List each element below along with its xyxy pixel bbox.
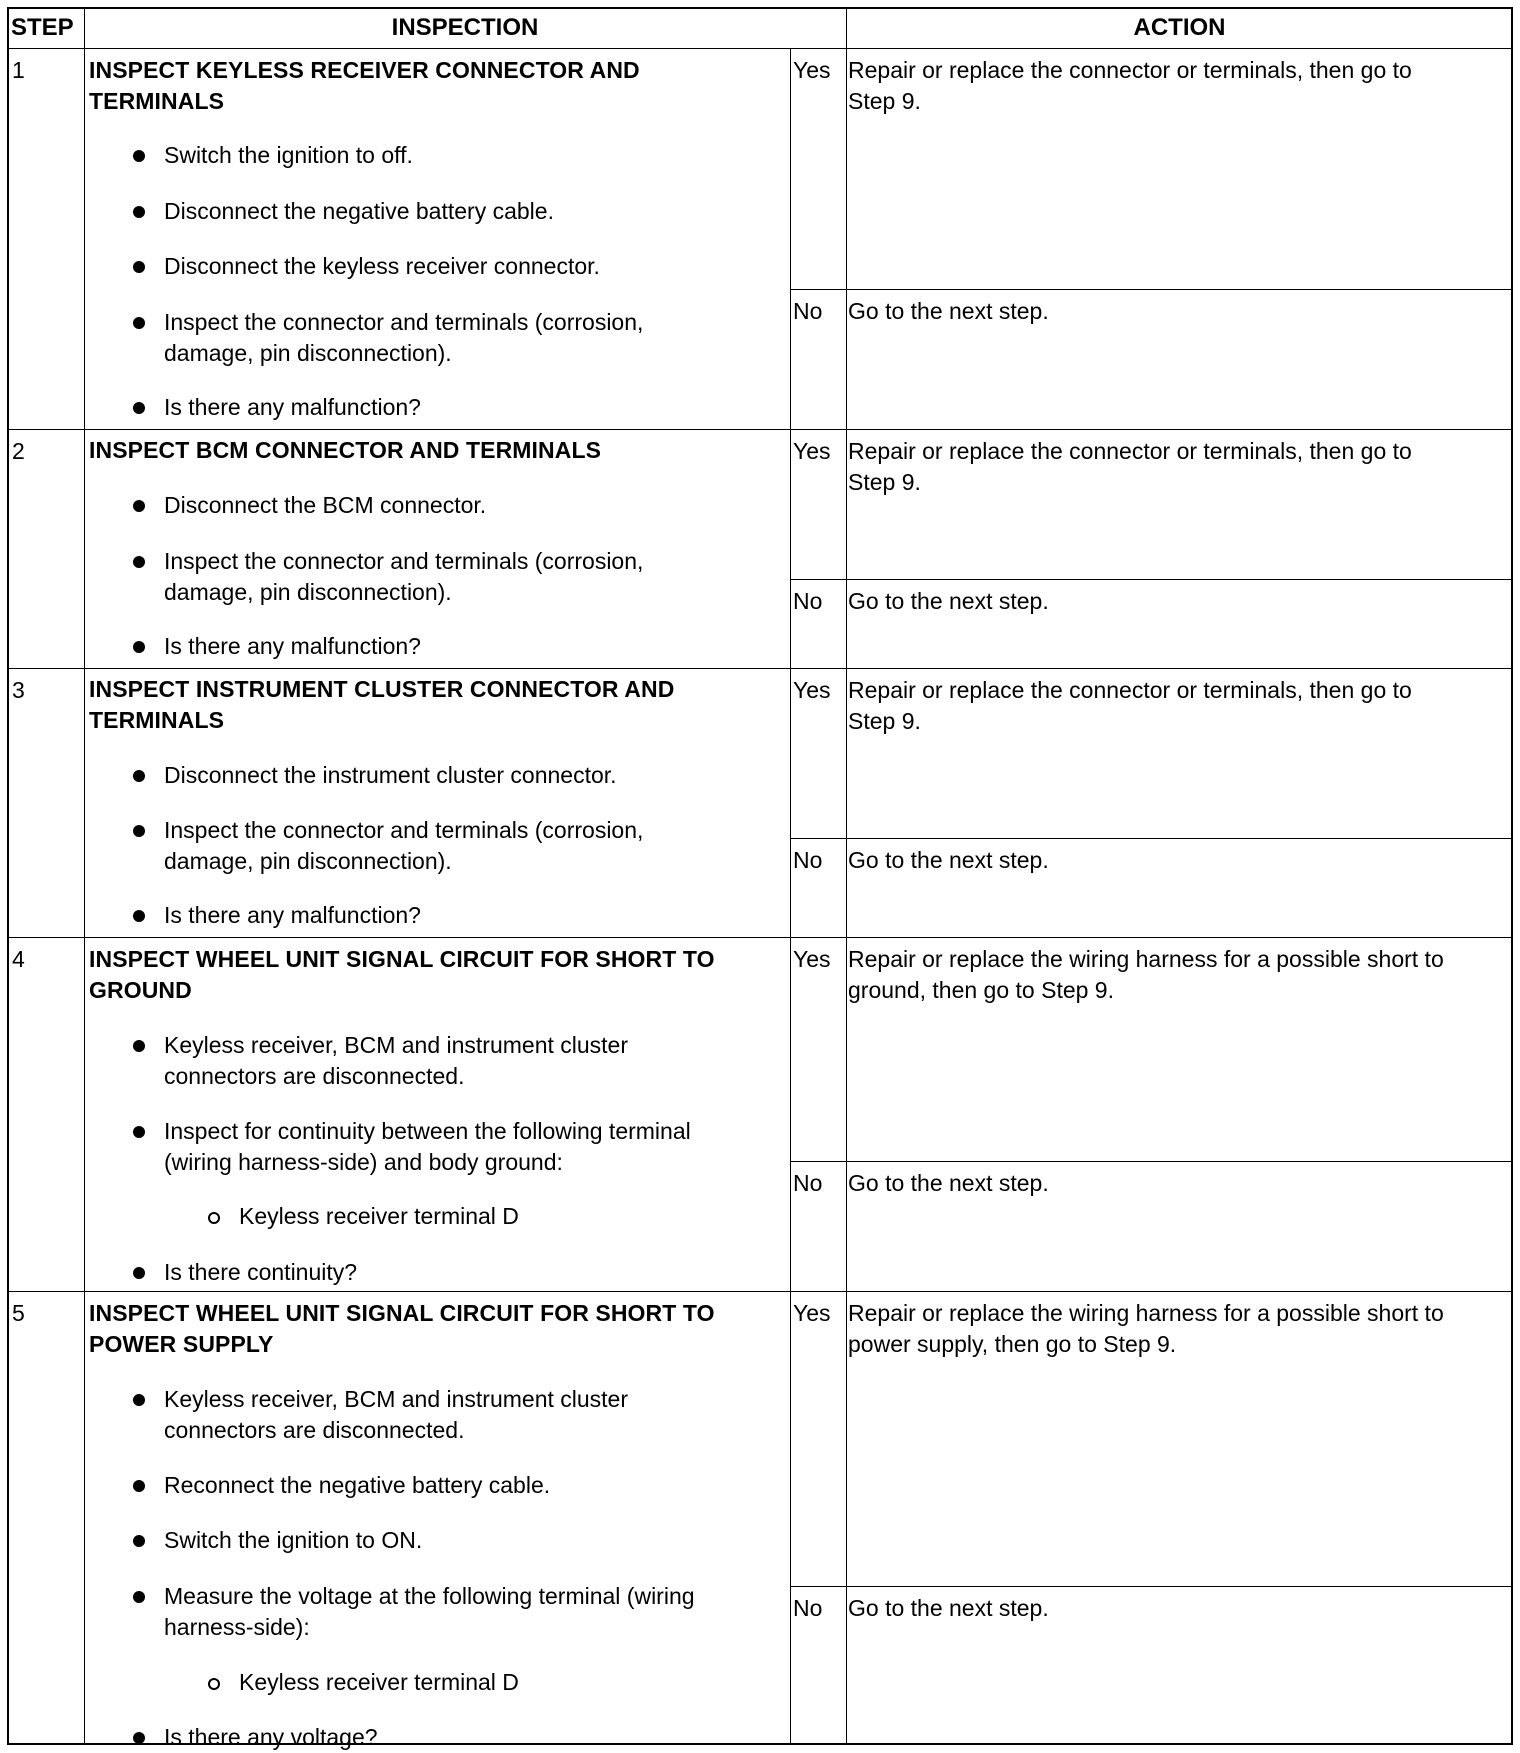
header-divider — [7, 48, 1513, 49]
bullet-text: Measure the voltage at the following terminal (wiring — [164, 1583, 695, 1609]
bullet-text: damage, pin disconnection). — [164, 340, 452, 366]
yes-label: Yes — [793, 57, 831, 83]
yes-action-text: power supply, then go to Step 9. — [848, 1331, 1177, 1357]
no-label: No — [793, 1170, 823, 1196]
yes-no-divider — [790, 289, 1513, 290]
bullet-text: Is there any malfunction? — [164, 394, 421, 420]
row-divider — [7, 937, 1513, 938]
step-number: 3 — [12, 677, 25, 703]
row-divider — [7, 429, 1513, 430]
bullet-text: damage, pin disconnection). — [164, 579, 452, 605]
bullet-text: Is there continuity? — [164, 1259, 358, 1285]
bullet-dot-icon — [133, 641, 145, 653]
yes-no-column-divider — [790, 937, 791, 1291]
yes-no-column-divider — [790, 668, 791, 937]
bullet-text: Inspect the connector and terminals (corrosion, — [164, 817, 644, 843]
yes-no-column-divider — [790, 1291, 791, 1745]
bullet-dot-icon — [133, 500, 145, 512]
bullet-text: Is there any malfunction? — [164, 633, 421, 659]
sub-bullet-circle-icon — [208, 1678, 220, 1690]
bullet-text: Is there any voltage? — [164, 1724, 378, 1750]
bullet-dot-icon — [133, 1126, 145, 1138]
step-title: INSPECT KEYLESS RECEIVER CONNECTOR AND — [89, 57, 640, 83]
yes-label: Yes — [793, 1300, 831, 1326]
sub-bullet-text: Keyless receiver terminal D — [239, 1669, 519, 1695]
row-divider — [7, 668, 1513, 669]
yes-no-divider — [790, 579, 1513, 580]
no-action-text: Go to the next step. — [848, 847, 1049, 873]
bullet-dot-icon — [133, 770, 145, 782]
no-label: No — [793, 298, 823, 324]
bullet-text: Reconnect the negative battery cable. — [164, 1472, 551, 1498]
yes-label: Yes — [793, 438, 831, 464]
no-label: No — [793, 847, 823, 873]
answer-column-divider — [846, 7, 847, 1745]
bullet-dot-icon — [133, 261, 145, 273]
bullet-text: (wiring harness-side) and body ground: — [164, 1149, 563, 1175]
step-number: 1 — [12, 57, 25, 83]
yes-action-text: Repair or replace the connector or terminals, then go to — [848, 677, 1412, 703]
yes-action-text: Repair or replace the wiring harness for a possible short to — [848, 946, 1444, 972]
bullet-dot-icon — [133, 206, 145, 218]
bullet-text: Disconnect the keyless receiver connector. — [164, 253, 600, 279]
yes-action-text: Repair or replace the connector or terminals, then go to — [848, 438, 1412, 464]
bullet-dot-icon — [133, 1480, 145, 1492]
sub-bullet-circle-icon — [208, 1212, 220, 1224]
bullet-text: Inspect the connector and terminals (corrosion, — [164, 548, 644, 574]
bullet-dot-icon — [133, 1267, 145, 1279]
bullet-dot-icon — [133, 556, 145, 568]
bullet-dot-icon — [133, 1040, 145, 1052]
step-column-divider — [84, 7, 85, 1745]
step-title: INSPECT WHEEL UNIT SIGNAL CIRCUIT FOR SHORT TO — [89, 946, 715, 972]
header-action: ACTION — [1133, 14, 1226, 41]
bullet-text: Inspect for continuity between the following terminal — [164, 1118, 691, 1144]
step-title: INSPECT INSTRUMENT CLUSTER CONNECTOR AND — [89, 676, 675, 702]
no-action-text: Go to the next step. — [848, 1595, 1049, 1621]
bullet-text: Keyless receiver, BCM and instrument cluster — [164, 1386, 629, 1412]
yes-action-text: Repair or replace the wiring harness for a possible short to — [848, 1300, 1444, 1326]
bullet-text: Keyless receiver, BCM and instrument cluster — [164, 1032, 629, 1058]
bullet-text: Disconnect the instrument cluster connector. — [164, 762, 617, 788]
bullet-text: damage, pin disconnection). — [164, 848, 452, 874]
bullet-text: Disconnect the BCM connector. — [164, 492, 487, 518]
yes-label: Yes — [793, 946, 831, 972]
bullet-text: Is there any malfunction? — [164, 902, 421, 928]
step-number: 4 — [12, 946, 25, 972]
bullet-dot-icon — [133, 1591, 145, 1603]
yes-action-text: Step 9. — [848, 88, 921, 114]
step-number: 5 — [12, 1300, 25, 1326]
bullet-dot-icon — [133, 1732, 145, 1744]
no-action-text: Go to the next step. — [848, 588, 1049, 614]
no-action-text: Go to the next step. — [848, 1170, 1049, 1196]
bullet-dot-icon — [133, 317, 145, 329]
row-divider — [7, 1291, 1513, 1292]
bullet-dot-icon — [133, 1535, 145, 1547]
yes-label: Yes — [793, 677, 831, 703]
yes-no-divider — [790, 838, 1513, 839]
step-title: TERMINALS — [89, 707, 225, 733]
yes-action-text: Repair or replace the connector or terminals, then go to — [848, 57, 1412, 83]
yes-no-divider — [790, 1161, 1513, 1162]
bullet-text: connectors are disconnected. — [164, 1417, 465, 1443]
step-title: INSPECT WHEEL UNIT SIGNAL CIRCUIT FOR SHORT TO — [89, 1300, 715, 1326]
bullet-dot-icon — [133, 1394, 145, 1406]
no-label: No — [793, 588, 823, 614]
header-step: STEP — [11, 14, 74, 41]
yes-no-divider — [790, 1586, 1513, 1587]
bullet-text: Disconnect the negative battery cable. — [164, 198, 554, 224]
step-title: TERMINALS — [89, 88, 225, 114]
no-action-text: Go to the next step. — [848, 298, 1049, 324]
step-number: 2 — [12, 438, 25, 464]
header-inspection: INSPECTION — [391, 14, 539, 41]
bullet-text: Switch the ignition to off. — [164, 142, 413, 168]
bullet-dot-icon — [133, 150, 145, 162]
bullet-text: harness-side): — [164, 1614, 310, 1640]
bullet-text: connectors are disconnected. — [164, 1063, 465, 1089]
no-label: No — [793, 1595, 823, 1621]
yes-action-text: Step 9. — [848, 708, 921, 734]
bullet-text: Inspect the connector and terminals (corrosion, — [164, 309, 644, 335]
yes-no-column-divider — [790, 48, 791, 429]
bullet-dot-icon — [133, 402, 145, 414]
step-title: INSPECT BCM CONNECTOR AND TERMINALS — [89, 437, 602, 463]
yes-action-text: ground, then go to Step 9. — [848, 977, 1114, 1003]
bullet-dot-icon — [133, 825, 145, 837]
sub-bullet-text: Keyless receiver terminal D — [239, 1203, 519, 1229]
step-title: GROUND — [89, 977, 192, 1003]
yes-no-column-divider — [790, 429, 791, 668]
step-title: POWER SUPPLY — [89, 1331, 274, 1357]
bullet-dot-icon — [133, 910, 145, 922]
yes-action-text: Step 9. — [848, 469, 921, 495]
bullet-text: Switch the ignition to ON. — [164, 1527, 423, 1553]
